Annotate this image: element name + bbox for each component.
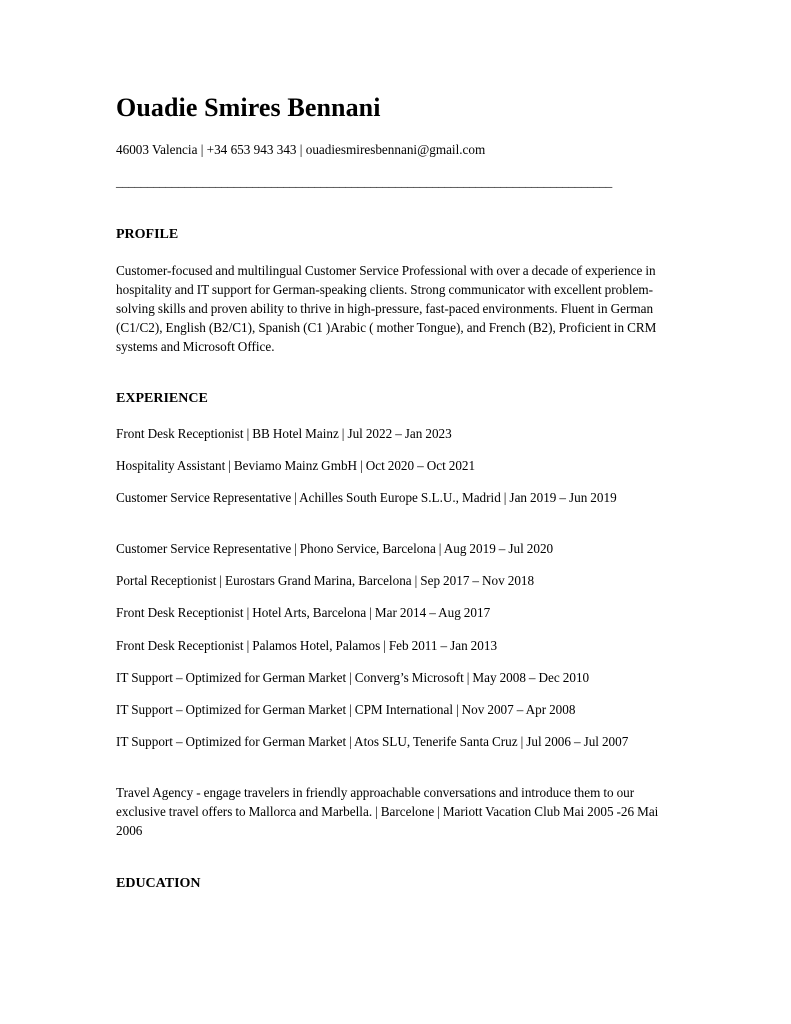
experience-heading: EXPERIENCE <box>116 391 208 406</box>
experience-entry: Front Desk Receptionist | Hotel Arts, Barcelona | Mar 2014 – Aug 2017 <box>116 605 491 620</box>
profile-text: Customer-focused and multilingual Customer Service Professional with over a decade of experience in hospitality and IT support for German-speaking clients. Strong communicator with excellent problem-solving skills and proven ability to thrive in high-pressure, fast-paced environments. Fluent in German (C1/C2), English (B2/C1), Spanish (C1 )Arabic ( mother Tongue), and French (B2), Proficient in CRM systems and Microsoft Office. <box>116 263 657 354</box>
separator-line: ________________________________________________________________________________ <box>116 174 613 189</box>
experience-entry: Portal Receptionist | Eurostars Grand Marina, Barcelona | Sep 2017 – Nov 2018 <box>116 573 535 588</box>
experience-entry: IT Support – Optimized for German Market | Atos SLU, Tenerife Santa Cruz | Jul 2006 – Jul 2007 <box>116 734 629 749</box>
contact-line: 46003 Valencia | +34 653 943 343 | ouadiesmiresbennani@gmail.com <box>116 142 486 157</box>
experience-entry: IT Support – Optimized for German Market | Converg’s Microsoft | May 2008 – Dec 2010 <box>116 670 590 685</box>
experience-entry: IT Support – Optimized for German Market | CPM International | Nov 2007 – Apr 2008 <box>116 702 576 717</box>
candidate-name: Ouadie Smires Bennani <box>116 93 381 122</box>
experience-entry: Hospitality Assistant | Beviamo Mainz GmbH | Oct 2020 – Oct 2021 <box>116 458 476 473</box>
profile-heading: PROFILE <box>116 227 179 242</box>
experience-entry: Customer Service Representative | Phono Service, Barcelona | Aug 2019 – Jul 2020 <box>116 541 554 556</box>
experience-entry: Front Desk Receptionist | BB Hotel Mainz | Jul 2022 – Jan 2023 <box>116 426 452 441</box>
experience-entry: Front Desk Receptionist | Palamos Hotel, Palamos | Feb 2011 – Jan 2013 <box>116 638 498 653</box>
experience-entry: Travel Agency - engage travelers in friendly approachable conversations and introduce them to our exclusive travel offers to Mallorca and Marbella. | Barcelone | Mariott Vacation Club Mai 2005 -26 Mai 2006 <box>116 785 659 838</box>
experience-entry: Customer Service Representative | Achilles South Europe S.L.U., Madrid | Jan 2019 – Jun 2019 <box>116 490 617 505</box>
education-heading: EDUCATION <box>116 876 201 891</box>
